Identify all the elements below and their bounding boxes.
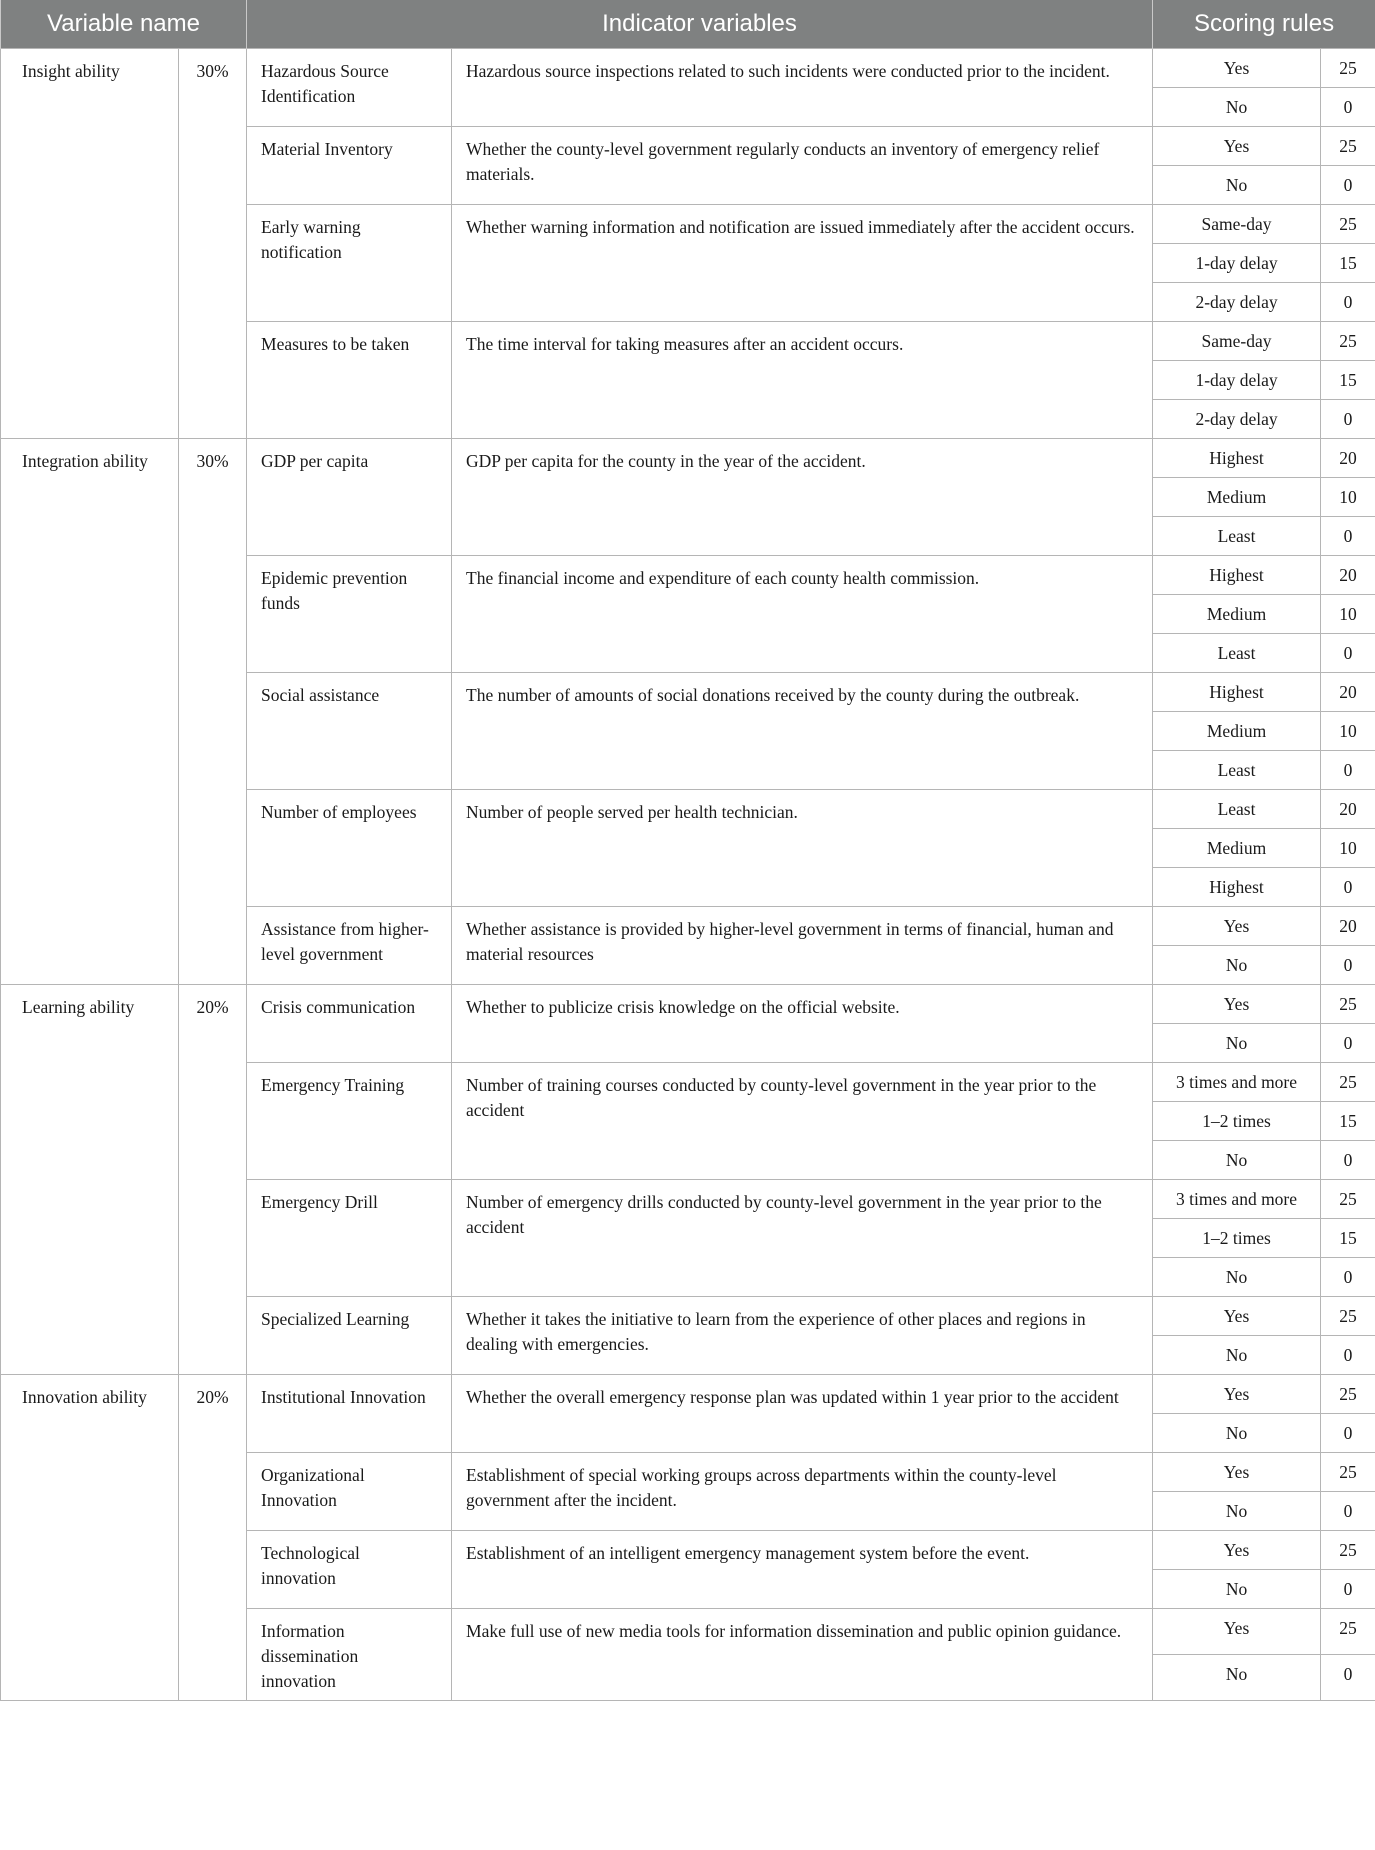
header-row [1, 0, 1375, 49]
scoring-value-cell: 10 [1321, 595, 1375, 634]
scoring-option-cell: Highest [1153, 439, 1321, 478]
indicator-description-cell: The number of amounts of social donations received by the county during the outbreak. [452, 673, 1153, 790]
scoring-value-cell: 0 [1321, 751, 1375, 790]
indicator-name-cell: Number of employees [247, 790, 452, 907]
scoring-option-cell: Yes [1153, 1297, 1321, 1336]
scoring-option-cell: Least [1153, 517, 1321, 556]
indicator-description-cell: Number of people served per health technician. [452, 790, 1153, 907]
scoring-value-cell: 20 [1321, 673, 1375, 712]
indicator-description-cell: Whether the overall emergency response plan was updated within 1 year prior to the accident [452, 1375, 1153, 1453]
indicator-description-cell: Whether it takes the initiative to learn from the experience of other places and regions in dealing with emergencies. [452, 1297, 1153, 1375]
variable-weight-cell: 30% [179, 49, 247, 439]
indicator-name-cell: GDP per capita [247, 439, 452, 556]
indicator-name-cell: Material Inventory [247, 127, 452, 205]
scoring-value-cell: 25 [1321, 985, 1375, 1024]
indicator-description-cell: The financial income and expenditure of each county health commission. [452, 556, 1153, 673]
scoring-option-cell: Yes [1153, 907, 1321, 946]
indicator-name-cell: Assistance from higher-level government [247, 907, 452, 985]
indicator-name-cell: Information dissemination innovation [247, 1609, 452, 1701]
table-row [1, 1375, 1375, 1414]
variable-name-cell: Insight ability [1, 49, 179, 439]
indicator-description-cell: Whether warning information and notification are issued immediately after the accident occurs. [452, 205, 1153, 322]
scoring-value-cell: 15 [1321, 244, 1375, 283]
scoring-option-cell: No [1153, 88, 1321, 127]
indicator-description-cell: Whether the county-level government regularly conducts an inventory of emergency relief materials. [452, 127, 1153, 205]
indicator-description-cell: Whether assistance is provided by higher-level government in terms of financial, human and material resources [452, 907, 1153, 985]
indicator-name-cell: Technological innovation [247, 1531, 452, 1609]
indicator-name-cell: Early warning notification [247, 205, 452, 322]
variable-name-cell: Learning ability [1, 985, 179, 1375]
scoring-option-cell: No [1153, 1141, 1321, 1180]
scoring-option-cell: No [1153, 166, 1321, 205]
variable-weight-cell: 20% [179, 985, 247, 1375]
scoring-option-cell: No [1153, 1655, 1321, 1701]
indicator-name-cell: Emergency Drill [247, 1180, 452, 1297]
scoring-value-cell: 0 [1321, 1492, 1375, 1531]
scoring-value-cell: 25 [1321, 1375, 1375, 1414]
scoring-option-cell: Medium [1153, 712, 1321, 751]
scoring-value-cell: 0 [1321, 166, 1375, 205]
scoring-option-cell: 1-day delay [1153, 244, 1321, 283]
header-scoring-rules: Scoring rules [1153, 0, 1375, 49]
scoring-option-cell: Yes [1153, 1609, 1321, 1655]
scoring-value-cell: 25 [1321, 1453, 1375, 1492]
scoring-value-cell: 15 [1321, 1219, 1375, 1258]
scoring-value-cell: 10 [1321, 478, 1375, 517]
scoring-option-cell: Highest [1153, 556, 1321, 595]
scoring-option-cell: 2-day delay [1153, 400, 1321, 439]
indicator-name-cell: Hazardous Source Identification [247, 49, 452, 127]
scoring-option-cell: 1–2 times [1153, 1219, 1321, 1258]
scoring-value-cell: 25 [1321, 1297, 1375, 1336]
scoring-value-cell: 15 [1321, 361, 1375, 400]
scoring-option-cell: 1–2 times [1153, 1102, 1321, 1141]
indicator-description-cell: Number of emergency drills conducted by county-level government in the year prior to the accident [452, 1180, 1153, 1297]
scoring-option-cell: No [1153, 1414, 1321, 1453]
variable-name-cell: Innovation ability [1, 1375, 179, 1701]
scoring-value-cell: 0 [1321, 517, 1375, 556]
scoring-value-cell: 25 [1321, 1063, 1375, 1102]
indicator-description-cell: Number of training courses conducted by county-level government in the year prior to the accident [452, 1063, 1153, 1180]
scoring-option-cell: No [1153, 1492, 1321, 1531]
indicator-name-cell: Epidemic prevention funds [247, 556, 452, 673]
variable-weight-cell: 30% [179, 439, 247, 985]
indicator-name-cell: Specialized Learning [247, 1297, 452, 1375]
indicator-name-cell: Measures to be taken [247, 322, 452, 439]
scoring-value-cell: 0 [1321, 1258, 1375, 1297]
table-row [1, 439, 1375, 478]
scoring-value-cell: 15 [1321, 1102, 1375, 1141]
header-indicator-variables: Indicator variables [247, 0, 1153, 49]
scoring-value-cell: 25 [1321, 1180, 1375, 1219]
indicator-description-cell: Make full use of new media tools for information dissemination and public opinion guidance. [452, 1609, 1153, 1701]
scoring-value-cell: 10 [1321, 829, 1375, 868]
scoring-value-cell: 25 [1321, 127, 1375, 166]
scoring-value-cell: 25 [1321, 205, 1375, 244]
scoring-option-cell: Medium [1153, 829, 1321, 868]
indicator-description-cell: Whether to publicize crisis knowledge on the official website. [452, 985, 1153, 1063]
scoring-value-cell: 0 [1321, 1655, 1375, 1701]
scoring-value-cell: 20 [1321, 556, 1375, 595]
indicator-name-cell: Crisis communication [247, 985, 452, 1063]
indicator-name-cell: Organizational Innovation [247, 1453, 452, 1531]
header-variable-name: Variable name [1, 0, 247, 49]
scoring-value-cell: 25 [1321, 322, 1375, 361]
scoring-option-cell: Yes [1153, 1531, 1321, 1570]
scoring-value-cell: 0 [1321, 283, 1375, 322]
table-body [1, 49, 1375, 1701]
scoring-option-cell: No [1153, 1570, 1321, 1609]
scoring-option-cell: No [1153, 946, 1321, 985]
scoring-option-cell: Same-day [1153, 205, 1321, 244]
scoring-option-cell: Yes [1153, 985, 1321, 1024]
table-row [1, 985, 1375, 1024]
scoring-value-cell: 25 [1321, 49, 1375, 88]
table-row [1, 49, 1375, 88]
scoring-value-cell: 0 [1321, 400, 1375, 439]
scoring-value-cell: 0 [1321, 1141, 1375, 1180]
table-header [1, 0, 1375, 49]
scoring-option-cell: Least [1153, 751, 1321, 790]
scoring-value-cell: 0 [1321, 1570, 1375, 1609]
scoring-option-cell: Least [1153, 790, 1321, 829]
indicator-description-cell: Establishment of an intelligent emergency management system before the event. [452, 1531, 1153, 1609]
scoring-option-cell: Same-day [1153, 322, 1321, 361]
indicator-description-cell: The time interval for taking measures after an accident occurs. [452, 322, 1153, 439]
indicator-description-cell: Hazardous source inspections related to such incidents were conducted prior to the incident. [452, 49, 1153, 127]
scoring-option-cell: Yes [1153, 127, 1321, 166]
scoring-value-cell: 0 [1321, 1024, 1375, 1063]
scoring-value-cell: 0 [1321, 1336, 1375, 1375]
scoring-value-cell: 0 [1321, 88, 1375, 127]
scoring-option-cell: Yes [1153, 1375, 1321, 1414]
indicator-description-cell: GDP per capita for the county in the year of the accident. [452, 439, 1153, 556]
scoring-option-cell: 2-day delay [1153, 283, 1321, 322]
scoring-value-cell: 0 [1321, 634, 1375, 673]
indicator-name-cell: Social assistance [247, 673, 452, 790]
scoring-value-cell: 10 [1321, 712, 1375, 751]
scoring-value-cell: 0 [1321, 868, 1375, 907]
variable-name-cell: Integration ability [1, 439, 179, 985]
indicator-name-cell: Institutional Innovation [247, 1375, 452, 1453]
scoring-option-cell: Yes [1153, 49, 1321, 88]
scoring-value-cell: 20 [1321, 790, 1375, 829]
scoring-option-cell: Least [1153, 634, 1321, 673]
scoring-option-cell: No [1153, 1336, 1321, 1375]
scoring-option-cell: No [1153, 1024, 1321, 1063]
scoring-option-cell: 1-day delay [1153, 361, 1321, 400]
variable-weight-cell: 20% [179, 1375, 247, 1701]
scoring-value-cell: 25 [1321, 1609, 1375, 1655]
scoring-value-cell: 0 [1321, 946, 1375, 985]
scoring-option-cell: No [1153, 1258, 1321, 1297]
scoring-option-cell: 3 times and more [1153, 1063, 1321, 1102]
indicator-description-cell: Establishment of special working groups across departments within the county-level government after the incident. [452, 1453, 1153, 1531]
scoring-option-cell: Yes [1153, 1453, 1321, 1492]
scoring-value-cell: 20 [1321, 439, 1375, 478]
scoring-value-cell: 25 [1321, 1531, 1375, 1570]
scoring-option-cell: 3 times and more [1153, 1180, 1321, 1219]
scoring-value-cell: 0 [1321, 1414, 1375, 1453]
scoring-option-cell: Highest [1153, 868, 1321, 907]
scoring-option-cell: Medium [1153, 478, 1321, 517]
indicator-name-cell: Emergency Training [247, 1063, 452, 1180]
scoring-option-cell: Medium [1153, 595, 1321, 634]
scoring-value-cell: 20 [1321, 907, 1375, 946]
scoring-option-cell: Highest [1153, 673, 1321, 712]
